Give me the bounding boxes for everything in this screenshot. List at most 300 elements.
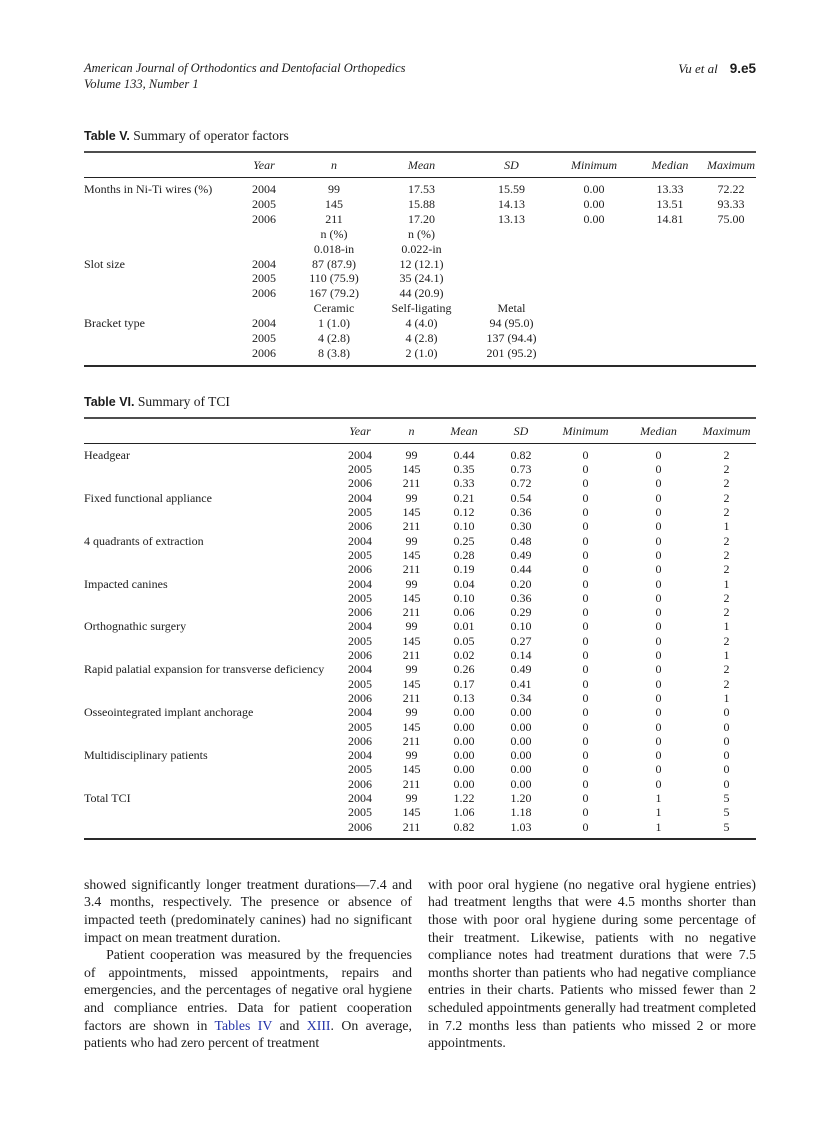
table-cell: 0.20 bbox=[510, 576, 532, 591]
table-cell: 0.10 bbox=[453, 519, 475, 534]
table-cell: 0 bbox=[655, 748, 662, 763]
table-cell: 99 bbox=[405, 748, 418, 763]
table-cell: 13.51 bbox=[656, 196, 684, 211]
table-cell: 0 bbox=[655, 633, 662, 648]
table-cell: 145 bbox=[402, 719, 421, 734]
table-cell: 0.00 bbox=[583, 196, 605, 211]
row-label-cell: Fixed functional appliance bbox=[84, 490, 212, 505]
table-vi-caption bbox=[84, 394, 756, 410]
table-cell: 2004 bbox=[348, 705, 372, 720]
table-row bbox=[84, 762, 756, 776]
table-cell bbox=[554, 227, 634, 242]
table-vi bbox=[84, 417, 756, 840]
row-label-cell bbox=[84, 197, 234, 212]
table-cell: 0.36 bbox=[510, 590, 532, 605]
table-cell: 0.10 bbox=[510, 619, 532, 634]
table-cell bbox=[634, 227, 706, 242]
table-cell: 2004 bbox=[348, 490, 372, 505]
table-cell: 2005 bbox=[348, 719, 372, 734]
table-cell: 0.00 bbox=[453, 776, 475, 791]
table-cell: 2005 bbox=[348, 505, 372, 520]
table-cell: 0.00 bbox=[510, 762, 532, 777]
table-cell: 0 bbox=[655, 762, 662, 777]
column-header: Minimum bbox=[551, 418, 620, 444]
table-cell: 0 bbox=[582, 447, 589, 462]
table-cell: 0 bbox=[582, 505, 589, 520]
table-cell: 0 bbox=[582, 490, 589, 505]
table-cell: 2006 bbox=[348, 776, 372, 791]
table-cell: Ceramic bbox=[313, 301, 355, 316]
table-cell: 0.54 bbox=[510, 490, 532, 505]
table-cell bbox=[634, 346, 706, 366]
table-cell: 0.49 bbox=[510, 662, 532, 677]
paragraph-text: and bbox=[272, 1017, 307, 1033]
table-cell: 0.06 bbox=[453, 605, 475, 620]
row-label-cell bbox=[84, 562, 334, 576]
journal-title: American Journal of Orthodontics and Dentofacial Orthopedics bbox=[84, 61, 406, 75]
table-cell bbox=[706, 316, 756, 331]
table-v-caption-title: Summary of operator factors bbox=[133, 128, 289, 143]
table-row bbox=[84, 562, 756, 576]
table-cell: 99 bbox=[405, 619, 418, 634]
table-cell: 211 bbox=[402, 476, 421, 491]
table-vi-caption-title: Summary of TCI bbox=[137, 393, 230, 409]
table-cell: 17.53 bbox=[408, 182, 435, 196]
table-cell: 0 bbox=[582, 733, 589, 748]
table-cell: 4 (2.8) bbox=[318, 331, 350, 346]
table-cell: 145 bbox=[402, 505, 421, 520]
table-row bbox=[84, 212, 756, 227]
table-cell bbox=[706, 257, 756, 272]
table-vi-header bbox=[84, 418, 756, 444]
table-cell: 1 bbox=[723, 519, 730, 534]
table-cell: 0 bbox=[655, 776, 662, 791]
row-label-cell bbox=[84, 648, 334, 662]
table-cell: 87 (87.9) bbox=[312, 256, 356, 271]
row-label-cell bbox=[84, 212, 234, 227]
row-label-cell bbox=[84, 242, 234, 257]
table-cell: 2005 bbox=[348, 462, 372, 477]
table-cell: 2006 bbox=[252, 286, 276, 301]
table-v-caption-label: Table V. bbox=[84, 129, 130, 143]
paragraph-text: . On average, patients who had zero percent of treatment bbox=[84, 1017, 412, 1051]
table-cell bbox=[554, 242, 634, 257]
column-header: Year bbox=[334, 418, 386, 444]
table-cell: 0 bbox=[582, 819, 589, 834]
table-cell: 145 bbox=[402, 547, 421, 562]
table-cell bbox=[634, 271, 706, 286]
table-cell bbox=[634, 286, 706, 301]
table-row bbox=[84, 346, 756, 366]
table-cell: 211 bbox=[402, 562, 421, 577]
row-label-cell bbox=[84, 634, 334, 648]
table-cell: 2005 bbox=[252, 271, 276, 286]
table-cell: 2 bbox=[723, 633, 730, 648]
table-cell: 75.00 bbox=[717, 211, 745, 226]
table-row bbox=[84, 534, 756, 548]
table-cell: 99 bbox=[405, 705, 418, 720]
table-cell bbox=[469, 271, 554, 286]
table-cell: 14.13 bbox=[498, 196, 525, 211]
table-cell: 211 bbox=[402, 648, 421, 663]
table-cell: 0.73 bbox=[510, 462, 532, 477]
table-cell: 211 bbox=[402, 733, 421, 748]
table-row bbox=[84, 548, 756, 562]
table-cell: 99 bbox=[405, 576, 418, 591]
table-cell: 0 bbox=[582, 562, 589, 577]
table-cell: 0 bbox=[582, 648, 589, 663]
table-row bbox=[84, 777, 756, 791]
table-cell: 0.00 bbox=[510, 776, 532, 791]
table-cell: 0.17 bbox=[453, 676, 475, 691]
table-row bbox=[84, 519, 756, 533]
table-cell: 0.018-in bbox=[313, 241, 355, 256]
table-cell: 0.44 bbox=[510, 562, 532, 577]
table-cell: 0.05 bbox=[453, 633, 475, 648]
table-cell: 14.81 bbox=[656, 211, 684, 226]
table-cell: 0 bbox=[655, 676, 662, 691]
table-row bbox=[84, 505, 756, 519]
body-right-column bbox=[428, 876, 756, 1052]
table-cell: 8 (3.8) bbox=[318, 345, 350, 360]
table-row bbox=[84, 791, 756, 805]
table-cell bbox=[554, 301, 634, 316]
table-cell: 1 bbox=[655, 805, 662, 820]
table-cell: 0 bbox=[655, 705, 662, 720]
row-label-cell bbox=[84, 605, 334, 619]
table-cell: 2004 bbox=[348, 748, 372, 763]
table-cell: 1 bbox=[655, 791, 662, 805]
table-cell: 145 bbox=[402, 762, 421, 777]
table-cell: 2 bbox=[723, 490, 730, 505]
row-label-cell bbox=[84, 548, 334, 562]
table-cell: 0 bbox=[655, 733, 662, 748]
table-cell: 2 bbox=[723, 505, 730, 520]
table-cell: Metal bbox=[497, 301, 526, 316]
table-cell: 2005 bbox=[348, 676, 372, 691]
table-cell: 0 bbox=[582, 590, 589, 605]
row-label-cell: 4 quadrants of extraction bbox=[84, 533, 204, 548]
table-cell: 0 bbox=[582, 476, 589, 491]
table-cell: 2006 bbox=[348, 819, 372, 834]
table-cell: 0 bbox=[655, 547, 662, 562]
column-header: Minimum bbox=[554, 152, 634, 178]
table-cell bbox=[554, 286, 634, 301]
table-cell: 0.00 bbox=[510, 719, 532, 734]
table-cell: 0.82 bbox=[453, 819, 475, 834]
table-cell: 0.25 bbox=[453, 533, 475, 548]
table-cell: 13.13 bbox=[498, 211, 525, 226]
table-cell: 211 bbox=[402, 605, 421, 620]
table-cell: 0 bbox=[655, 619, 662, 634]
table-cell: 2 bbox=[723, 533, 730, 548]
table-cell bbox=[634, 242, 706, 257]
table-cell: 0.14 bbox=[510, 648, 532, 663]
table-cell: 211 bbox=[325, 211, 343, 226]
table-cell: 0 bbox=[655, 447, 662, 462]
table-cell: 2006 bbox=[348, 605, 372, 620]
table-cell bbox=[554, 331, 634, 346]
row-label-cell: Osseointegrated implant anchorage bbox=[84, 705, 254, 720]
table-cell: 2004 bbox=[252, 316, 276, 331]
table-row bbox=[84, 677, 756, 691]
table-cell: 99 bbox=[405, 490, 418, 505]
table-cell bbox=[706, 271, 756, 286]
table-cell: 0.00 bbox=[510, 705, 532, 720]
paragraph: showed significantly longer treatment durations—7.4 and 3.4 months, respectively. The presence or absence of impacted teeth (predominately canines) had no significant impact on mean treatment duration. bbox=[84, 876, 412, 945]
table-row bbox=[84, 619, 756, 633]
table-cell: 0 bbox=[582, 719, 589, 734]
table-cell: 2 bbox=[723, 476, 730, 491]
row-label-cell bbox=[84, 720, 334, 734]
table-cell: 1 bbox=[655, 819, 662, 834]
table-cell: 0.48 bbox=[510, 533, 532, 548]
row-label-cell bbox=[84, 476, 334, 490]
table-cell: 0 bbox=[655, 505, 662, 520]
table-row bbox=[84, 476, 756, 490]
table-cell: 35 (24.1) bbox=[399, 271, 444, 286]
table-cell: 2006 bbox=[348, 562, 372, 577]
table-cell: 0 bbox=[655, 462, 662, 477]
table-cell: 1.20 bbox=[510, 791, 532, 805]
table-cell: 0.44 bbox=[453, 447, 475, 462]
table-cell: 2004 bbox=[348, 619, 372, 634]
row-label-cell bbox=[84, 462, 334, 476]
table-row bbox=[84, 734, 756, 748]
column-header bbox=[84, 152, 234, 178]
table-cell bbox=[469, 227, 554, 242]
table-cell: 2006 bbox=[348, 733, 372, 748]
table-cell: 2006 bbox=[348, 519, 372, 534]
table-cell bbox=[469, 242, 554, 257]
table-cell bbox=[634, 257, 706, 272]
table-cell: 0 bbox=[655, 533, 662, 548]
journal-volume: Volume 133, Number 1 bbox=[84, 77, 199, 91]
table-cell: 1 bbox=[723, 619, 730, 634]
table-header-row bbox=[84, 152, 756, 178]
table-cell: 0.00 bbox=[583, 211, 605, 226]
journal-info bbox=[84, 60, 406, 92]
table-cell: 0.19 bbox=[453, 562, 475, 577]
row-label-cell bbox=[84, 734, 334, 748]
table-cell: 0 bbox=[582, 462, 589, 477]
table-row bbox=[84, 197, 756, 212]
table-cell: 2004 bbox=[252, 182, 276, 196]
table-cell: 0.41 bbox=[510, 676, 532, 691]
row-label-cell: Total TCI bbox=[84, 791, 131, 805]
table-cell: 0 bbox=[655, 590, 662, 605]
table-row bbox=[84, 257, 756, 272]
table-cell: 0.26 bbox=[453, 662, 475, 677]
table-cell bbox=[554, 271, 634, 286]
row-label-cell bbox=[84, 286, 234, 301]
table-cell: 1 bbox=[723, 648, 730, 663]
table-cell: 2005 bbox=[348, 547, 372, 562]
table-cell: 2 bbox=[723, 547, 730, 562]
table-cell: 2 bbox=[723, 676, 730, 691]
table-v-caption bbox=[84, 128, 756, 144]
table-cell: 2005 bbox=[252, 196, 276, 211]
table-cell bbox=[706, 242, 756, 257]
paragraph-text: Patient cooperation was measured by the frequencies of appointments, missed appointments, repairs and emergencies, and the percentages of negative oral hygiene and compliance entries. Data for patient cooperation factors are shown in bbox=[84, 947, 412, 1033]
table-cell: 0 bbox=[655, 519, 662, 534]
table-row bbox=[84, 591, 756, 605]
table-cell: 12 (12.1) bbox=[399, 256, 444, 271]
table-cell bbox=[634, 316, 706, 331]
table-row bbox=[84, 331, 756, 346]
row-label-cell bbox=[84, 301, 234, 316]
column-header: SD bbox=[491, 418, 551, 444]
table-cell: 0.34 bbox=[510, 690, 532, 705]
table-row bbox=[84, 301, 756, 316]
table-cell: 211 bbox=[402, 819, 421, 834]
table-v-body bbox=[84, 178, 756, 366]
table-cell: 0.00 bbox=[453, 705, 475, 720]
table-cell: 1 bbox=[723, 690, 730, 705]
table-cell: 0 bbox=[655, 576, 662, 591]
page-number: 9.e5 bbox=[729, 61, 756, 76]
row-label-cell: Impacted canines bbox=[84, 576, 168, 591]
table-cell: 1.18 bbox=[510, 805, 532, 820]
table-v bbox=[84, 151, 756, 367]
body-text bbox=[84, 876, 756, 1052]
table-cell: 0.49 bbox=[510, 547, 532, 562]
table-cell: 2004 bbox=[348, 533, 372, 548]
table-iv-link[interactable]: Tables IV bbox=[214, 1017, 273, 1033]
row-label-cell bbox=[84, 777, 334, 791]
table-row bbox=[84, 178, 756, 197]
table-cell: 0 bbox=[582, 605, 589, 620]
table-cell: 0 bbox=[582, 576, 589, 591]
table-row bbox=[84, 705, 756, 719]
table-row bbox=[84, 805, 756, 819]
table-cell: 99 bbox=[405, 447, 418, 462]
table-cell: 0.10 bbox=[453, 590, 475, 605]
table-cell: Self-ligating bbox=[391, 301, 452, 316]
table-cell: 211 bbox=[402, 519, 421, 534]
table-cell: 145 bbox=[402, 462, 421, 477]
table-cell: 4 (4.0) bbox=[405, 316, 438, 331]
table-cell: 110 (75.9) bbox=[309, 271, 359, 286]
table-cell bbox=[706, 331, 756, 346]
table-cell: 137 (94.4) bbox=[486, 331, 537, 346]
row-label-cell bbox=[84, 762, 334, 776]
table-cell: 0 bbox=[655, 648, 662, 663]
row-label-cell bbox=[84, 505, 334, 519]
table-cell: 99 bbox=[405, 791, 418, 805]
table-cell: 2004 bbox=[252, 256, 276, 271]
table-cell: 0 bbox=[655, 719, 662, 734]
table-cell: 0 bbox=[655, 662, 662, 677]
table-cell: 0 bbox=[582, 791, 589, 805]
table-cell: 2 bbox=[723, 662, 730, 677]
table-row bbox=[84, 748, 756, 762]
running-head bbox=[84, 60, 756, 92]
table-cell: 0.01 bbox=[453, 619, 475, 634]
column-header: Maximum bbox=[697, 418, 756, 444]
table-cell: 0 bbox=[655, 562, 662, 577]
column-header: Median bbox=[620, 418, 697, 444]
table-cell bbox=[706, 227, 756, 242]
table-row bbox=[84, 443, 756, 462]
table-cell bbox=[634, 331, 706, 346]
column-header: Mean bbox=[374, 152, 469, 178]
table-cell: 0.00 bbox=[510, 733, 532, 748]
table-cell: 0 bbox=[655, 690, 662, 705]
table-vi-caption-label: Table VI. bbox=[84, 394, 135, 409]
table-cell: 44 (20.9) bbox=[399, 286, 444, 301]
table-cell: 2005 bbox=[348, 762, 372, 777]
table-cell: 5 bbox=[723, 805, 730, 820]
table-cell: 0 bbox=[582, 748, 589, 763]
table-cell: 1.22 bbox=[453, 791, 475, 805]
table-cell: 201 (95.2) bbox=[486, 345, 537, 360]
table-cell bbox=[706, 286, 756, 301]
table-cell: 2006 bbox=[348, 648, 372, 663]
table-cell bbox=[554, 257, 634, 272]
table-cell: 0.13 bbox=[453, 690, 475, 705]
column-header: SD bbox=[469, 152, 554, 178]
table-cell: 2004 bbox=[348, 662, 372, 677]
table-row bbox=[84, 662, 756, 676]
table-cell: 2006 bbox=[252, 211, 276, 226]
row-label-cell bbox=[84, 691, 334, 705]
table-cell: 5 bbox=[723, 819, 730, 834]
table-xiii-link[interactable]: XIII bbox=[306, 1017, 331, 1033]
table-row bbox=[84, 227, 756, 242]
table-cell: 2006 bbox=[348, 690, 372, 705]
table-cell: 211 bbox=[402, 776, 421, 791]
table-cell: 0.28 bbox=[453, 547, 475, 562]
table-cell: 0 bbox=[723, 748, 730, 763]
table-cell: 0.02 bbox=[453, 648, 475, 663]
table-cell: 2004 bbox=[348, 447, 372, 462]
table-v-header bbox=[84, 152, 756, 178]
table-cell: 17.20 bbox=[408, 211, 435, 226]
table-cell: 0 bbox=[655, 605, 662, 620]
table-cell: 72.22 bbox=[717, 182, 745, 196]
table-cell: 0 bbox=[723, 705, 730, 720]
table-cell: 0 bbox=[723, 762, 730, 777]
column-header: n bbox=[294, 152, 374, 178]
table-row bbox=[84, 605, 756, 619]
table-cell bbox=[634, 301, 706, 316]
table-cell: 94 (95.0) bbox=[489, 316, 534, 331]
row-label-cell bbox=[84, 519, 334, 533]
table-cell: 0 bbox=[582, 762, 589, 777]
row-label-cell bbox=[84, 591, 334, 605]
table-cell: 99 bbox=[405, 533, 418, 548]
table-cell: 0.35 bbox=[453, 462, 475, 477]
table-cell: 0 bbox=[655, 490, 662, 505]
table-cell: 99 bbox=[328, 182, 340, 196]
table-row bbox=[84, 634, 756, 648]
table-row bbox=[84, 648, 756, 662]
table-cell: 0.82 bbox=[510, 447, 532, 462]
paragraph: with poor oral hygiene (no negative oral hygiene entries) had treatment lengths that were 4.5 months shorter than those with poor oral hygiene during some percentage of their treatment. Likewise, patients with no negative compliance notes had treatment durations that were 7.5 months shorter than patients who had negative compliance entries in their charts. Patients who missed fewer than 2 scheduled appointments generally had treatment completed in 7.2 months less than patients who missed 2 or more appointments. bbox=[428, 876, 756, 1051]
table-cell: 0 bbox=[582, 676, 589, 691]
authors-label: Vu et al bbox=[678, 61, 718, 76]
table-cell: 0.04 bbox=[453, 576, 475, 591]
table-cell: 0 bbox=[582, 619, 589, 634]
column-header: Year bbox=[234, 152, 294, 178]
table-cell bbox=[234, 227, 294, 242]
table-cell: 2004 bbox=[348, 791, 372, 805]
table-cell: 0 bbox=[582, 776, 589, 791]
table-cell: 0 bbox=[582, 690, 589, 705]
table-cell: 15.88 bbox=[408, 196, 435, 211]
table-row bbox=[84, 242, 756, 257]
